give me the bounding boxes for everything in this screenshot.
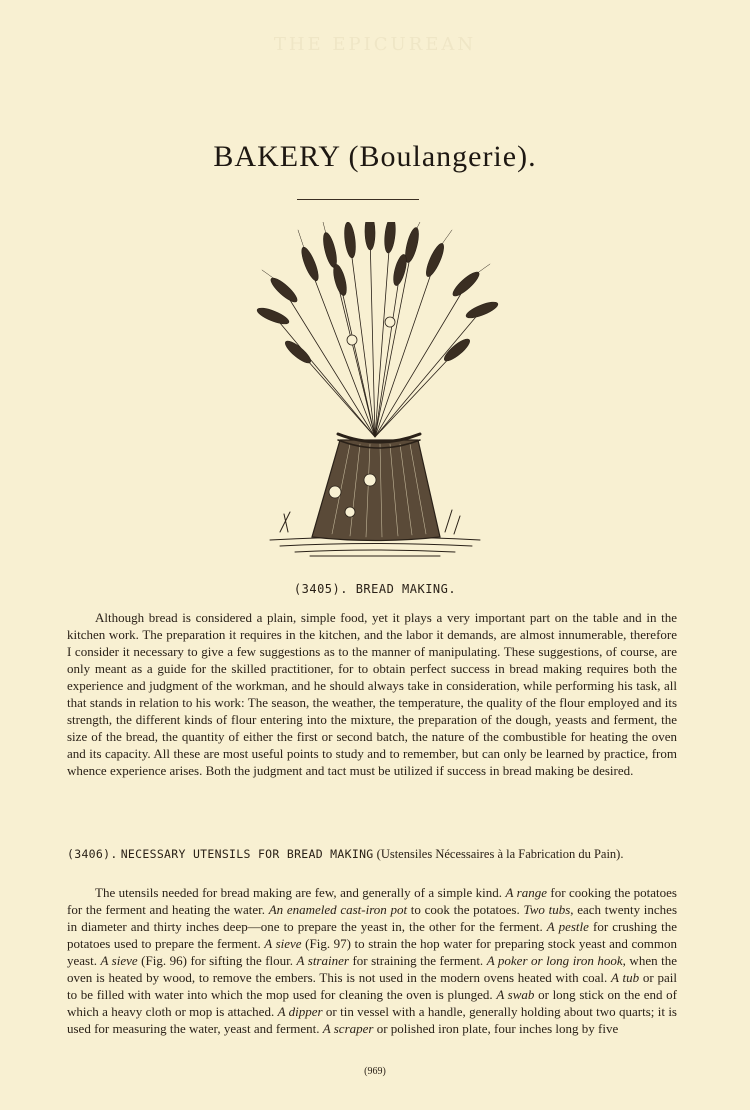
utensil-text: , when the oven is heated by wood, to remove the embers. This is not used in the modern ovens heated with coal. xyxy=(67,953,677,985)
utensil-name: A poker or long iron hook xyxy=(486,953,623,968)
utensil-text: to cook the potatoes. xyxy=(407,902,524,917)
utensil-name: A sieve xyxy=(100,953,138,968)
utensils-heading-french: (Ustensiles Nécessaires à la Fabrication du Pain). xyxy=(376,847,624,861)
utensil-text: for straining the ferment. xyxy=(348,953,487,968)
utensil-name: Two tubs xyxy=(523,902,571,917)
page-title: BAKERY (Boulangerie). xyxy=(213,140,537,173)
wheat-sheaf-illustration xyxy=(240,222,510,562)
utensil-name: A sieve xyxy=(264,936,302,951)
utensil-text: or long stick on the end of which a heavy cloth or mop is attached. xyxy=(67,987,678,1019)
section-heading-utensils xyxy=(67,846,677,863)
utensil-text: or tin vessel with a handle, generally holding about two quarts; it is used for measuring the water, yeast and ferment. xyxy=(67,1004,677,1036)
utensils-paragraph xyxy=(67,884,677,1037)
bread-making-paragraph: Although bread is considered a plain, simple food, yet it plays a very important part on the table and in the kitchen work. The preparation it requires in the kitchen, and the labor it demands, are almost innumerable, therefore I consider it necessary to give a few suggestions as to the manner of manipulating. These suggestions, of course, are only meant as a guide for the skilled practitioner, for to obtain perfect success in bread making requires both the experience and judgment of the workman, and he should always take in consideration, while performing his task, all that stands in relation to his work: The season, the weather, the temperature, the quality of the flour employed and its strength, the different kinds of flour entering into the mixture, the preparation of the dough, yeasts and ferment, the size of the bread, the quantity of either the first or second batch, the nature of the combustible for heating the oven and its capacity. All these are most useful points to study and to remember, but can only be learned by practice, from whence experience arises. Both the judgment and tact must be utilized if success in bread making be desired. xyxy=(67,610,677,778)
page-number: (969) xyxy=(364,1066,386,1077)
utensil-text: or polished iron plate, four inches long by five xyxy=(373,1021,619,1036)
utensil-text: (Fig. 96) for sifting the flour. xyxy=(137,953,297,968)
utensil-name: A dipper xyxy=(277,1004,323,1019)
utensil-name: An enameled cast-iron pot xyxy=(268,902,408,917)
utensil-text: , each twenty inches in diameter and thirty inches deep—one to prepare the yeast in, the other for the ferment. xyxy=(67,902,678,934)
utensil-text: or pail to be filled with water into which the mop used for cleaning the oven is plunged. xyxy=(67,970,677,1002)
utensil-name: A swab xyxy=(496,987,535,1002)
title-rule xyxy=(297,199,419,200)
bleed-through-text: THE EPICUREAN xyxy=(273,34,477,55)
utensil-text: for cooking the potatoes for the ferment and heating the water. xyxy=(67,885,677,917)
utensils-heading-caps: NECESSARY UTENSILS FOR BREAD MAKING xyxy=(120,847,374,861)
utensils-heading-number: (3406). xyxy=(67,847,118,861)
utensil-name: A range xyxy=(505,885,547,900)
utensil-name: A tub xyxy=(611,970,640,985)
utensil-text: (Fig. 97) to strain the hop water for preparing stock yeast and common yeast. xyxy=(67,936,677,968)
section-heading-bread-making: (3405). BREAD MAKING. xyxy=(293,582,457,596)
utensil-text: The utensils needed for bread making are few, and generally of a simple kind. xyxy=(95,885,506,900)
utensil-text: for crushing the potatoes used to prepare the ferment. xyxy=(67,919,677,951)
utensil-name: A scraper xyxy=(322,1021,374,1036)
utensil-name: A strainer xyxy=(296,953,349,968)
utensil-name: A pestle xyxy=(546,919,589,934)
